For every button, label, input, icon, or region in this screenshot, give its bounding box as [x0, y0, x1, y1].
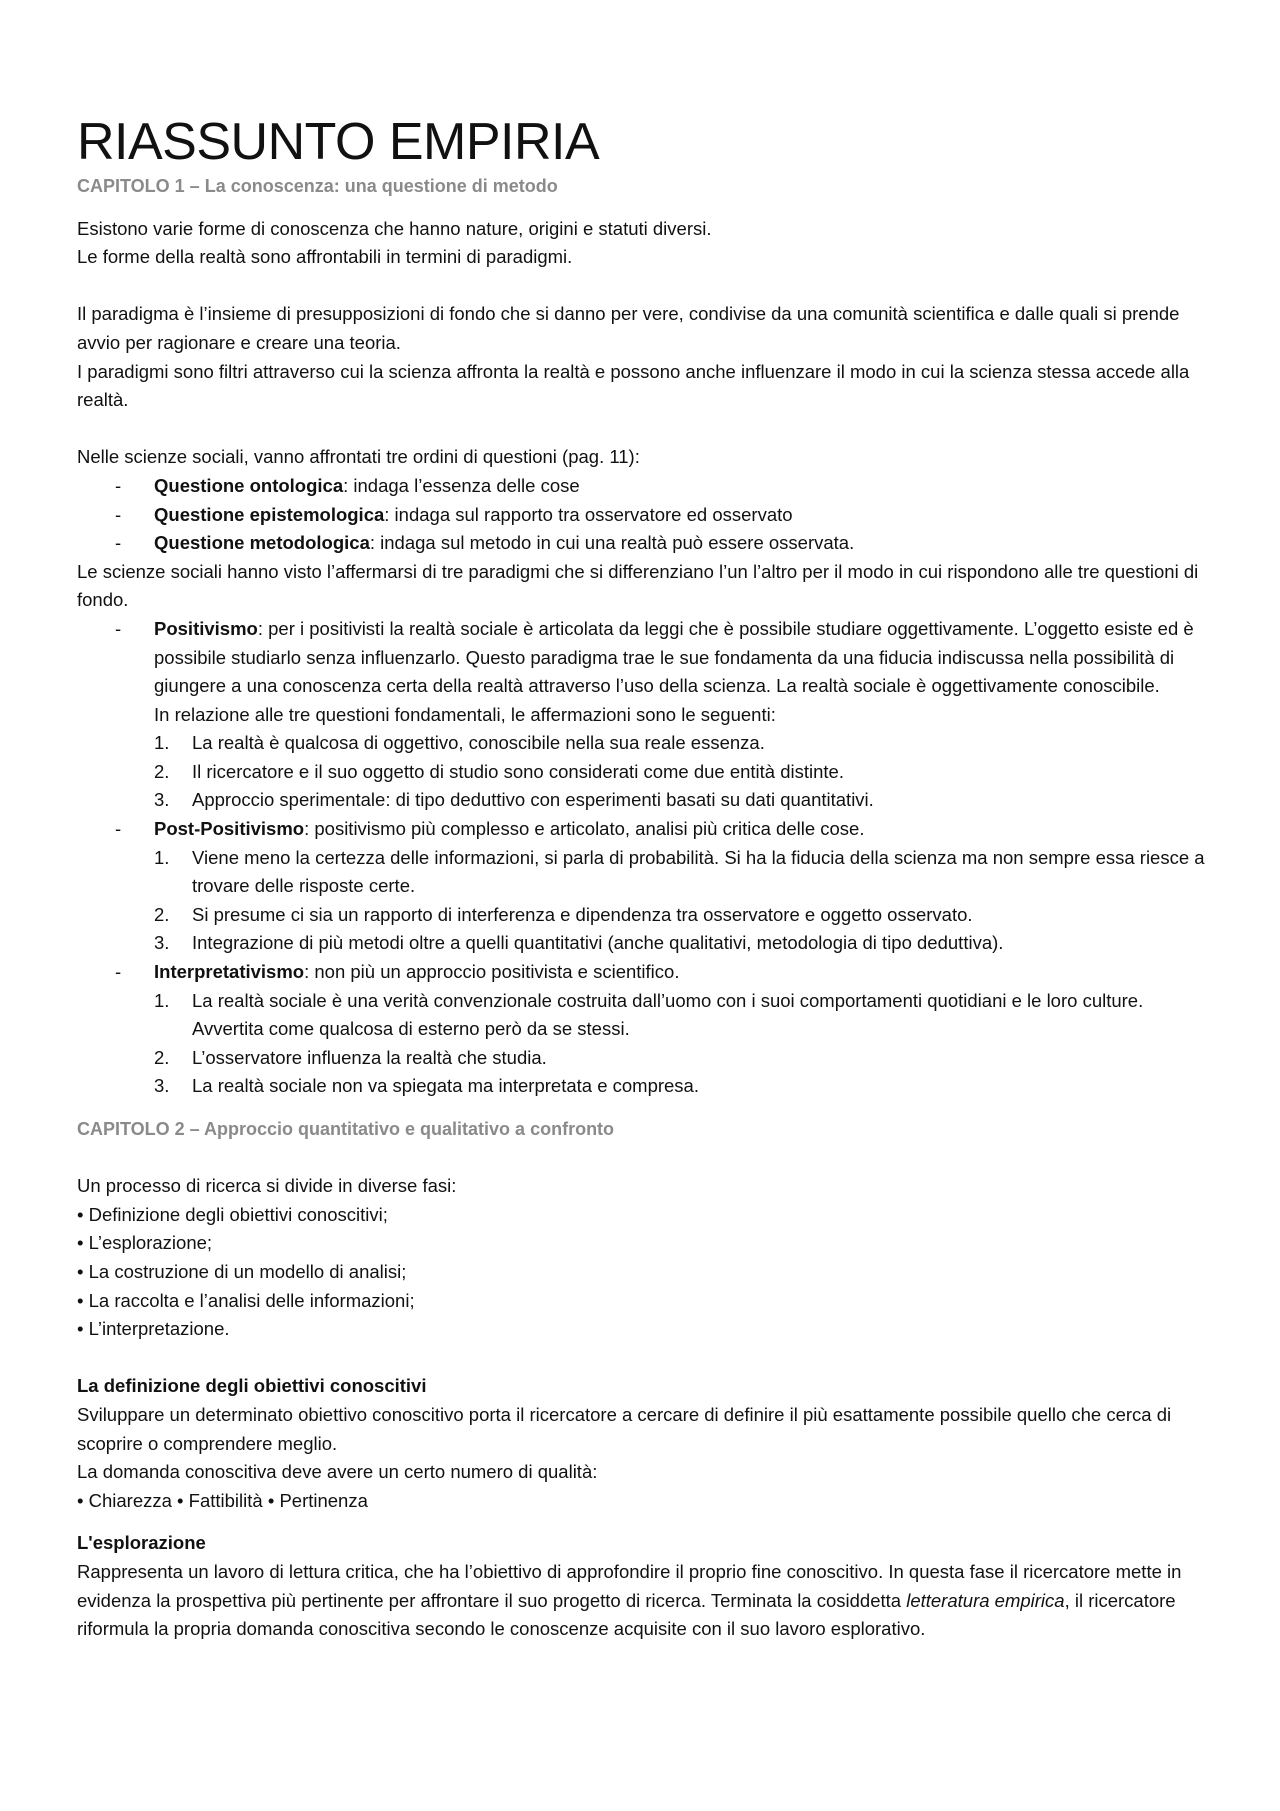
intro-line-2: Le forme della realtà sono affrontabili in termini di paradigmi. — [77, 246, 573, 268]
objectives-heading: La definizione degli obiettivi conoscitivi — [77, 1375, 427, 1397]
document-title: RIASSUNTO EMPIRIA — [77, 113, 600, 171]
phase-item: • Definizione degli obiettivi conoscitivi; — [77, 1203, 388, 1225]
phase-item: • L’esplorazione; — [77, 1232, 213, 1254]
paradigm-relation: In relazione alle tre questioni fondamentali, le affermazioni sono le seguenti: — [154, 703, 776, 725]
questions-intro: Nelle scienze sociali, vanno affrontati tre ordini di questioni (pag. 11): — [77, 446, 640, 468]
list-item: 3. Approccio sperimentale: di tipo deduttivo con esperimenti basati su dati quantitativi. — [154, 789, 874, 811]
objectives-paragraph-2: La domanda conoscitiva deve avere un certo numero di qualità: — [77, 1461, 598, 1483]
paradigm-term: Positivismo — [154, 617, 258, 639]
list-item: 1. La realtà è qualcosa di oggettivo, conoscibile nella sua reale essenza. — [154, 732, 765, 754]
question-term: Questione ontologica — [154, 474, 344, 496]
paradigm-text: : positivismo più complesso e articolato, analisi più critica delle cose. — [304, 818, 865, 840]
phase-item: • L’interpretazione. — [77, 1318, 230, 1340]
exploration-italic: letteratura empirica — [906, 1589, 1065, 1611]
chapter-1-heading: CAPITOLO 1 – La conoscenza: una questione di metodo — [77, 176, 558, 196]
question-term: Questione epistemologica — [154, 503, 385, 525]
list-item: 1. La realtà sociale è una verità convenzionale costruita dall’uomo con i suoi comportamenti quotidiani e le loro culture. Avvertita come qualcosa di esterno però da se stessi. — [154, 989, 1144, 1040]
item-text: La realtà sociale è una verità convenzionale costruita dall’uomo con i suoi comportamenti quotidiani e le loro culture. Avvertita come qualcosa di esterno però da se stessi. — [192, 989, 1144, 1040]
questions-list — [77, 472, 1210, 558]
phases-intro: Un processo di ricerca si divide in diverse fasi: — [77, 1175, 457, 1197]
list-item: 3. La realtà sociale non va spiegata ma interpretata e compresa. — [154, 1075, 699, 1097]
intro-line-1: Esistono varie forme di conoscenza che hanno nature, origini e statuti diversi. — [77, 217, 712, 239]
paradigm-text: : per i positivisti la realtà sociale è articolata da leggi che è possibile studiare oggettivamente. L’oggetto esiste ed è possibile studiarlo senza influenzarlo. Questo paradigma trae le sue fondamenta da una fiducia indiscussa nella possibilità di giungere a una conoscenza certa della realtà attraverso l’uso della scienza. La realtà sociale è oggettivamente conoscibile. — [154, 617, 1194, 697]
phase-item: • La raccolta e l’analisi delle informazioni; — [77, 1289, 415, 1311]
paradigm-definition: Il paradigma è l’insieme di presupposizioni di fondo che si danno per vere, condivise da una comunità scientifica e dalle quali si prende avvio per ragionare e creare una teoria. — [77, 303, 1180, 353]
chapter-2-heading: CAPITOLO 2 – Approccio quantitativo e qualitativo a confronto — [77, 1119, 615, 1139]
paradigms-list — [77, 615, 1210, 1101]
exploration-text-before: Rappresenta un lavoro di lettura critica, che ha l’obiettivo di approfondire il proprio fine conoscitivo. In questa fase il ricercatore mette in evidenza la prospettiva più pertinente per affrontare il suo progetto di ricerca. Terminata la cosiddetta — [77, 1560, 1182, 1611]
list-item: 2. Il ricercatore e il suo oggetto di studio sono considerati come due entità distinte. — [154, 760, 844, 782]
paradigm-filters: I paradigmi sono filtri attraverso cui la scienza affronta la realtà e possono anche influenzare il modo in cui la scienza stessa accede alla realtà. — [77, 360, 1190, 411]
list-item — [77, 501, 1210, 530]
objectives-qualities: • Chiarezza • Fattibilità • Pertinenza — [77, 1489, 368, 1511]
paradigm-text: : non più un approccio positivista e scientifico. — [304, 961, 680, 983]
item-text: Viene meno la certezza delle informazioni, si parla di probabilità. Si ha la fiducia della scienza ma non sempre essa riesce a trovare delle risposte certe. — [192, 846, 1205, 897]
exploration-heading: L'esplorazione — [77, 1532, 206, 1554]
list-item: 3. Integrazione di più metodi oltre a quelli quantitativi (anche qualitativi, metodologia di tipo deduttiva). — [154, 932, 1004, 954]
numbered-list — [154, 729, 1210, 815]
objectives-paragraph-1: Sviluppare un determinato obiettivo conoscitivo porta il ricercatore a cercare di definire il più esattamente possibile quello che cerca di scoprire o comprendere meglio. — [77, 1403, 1172, 1454]
item-text: La realtà è qualcosa di oggettivo, conoscibile nella sua reale essenza. — [192, 732, 765, 754]
question-text: : indaga l’essenza delle cose — [343, 474, 580, 496]
list-item: 2. L’osservatore influenza la realtà che studia. — [154, 1046, 547, 1068]
paradigm-positivismo — [77, 615, 1210, 815]
question-text: : indaga sul rapporto tra osservatore ed osservato — [384, 503, 793, 525]
paradigm-post-positivismo — [77, 815, 1210, 958]
numbered-list — [154, 844, 1210, 958]
list-item: 1. Viene meno la certezza delle informazioni, si parla di probabilità. Si ha la fiducia della scienza ma non sempre essa riesce a trovare delle risposte certe. — [154, 846, 1205, 897]
question-term: Questione metodologica — [154, 532, 370, 554]
numbered-list — [154, 987, 1210, 1101]
phase-item: • La costruzione di un modello di analisi; — [77, 1260, 407, 1282]
paradigm-term: Interpretativismo — [154, 961, 305, 983]
exploration-text-after: , il ricercatore riformula la propria domanda conoscitiva secondo le conoscenze acquisite con il suo lavoro esplorativo. — [77, 1589, 1176, 1640]
item-text: L’osservatore influenza la realtà che studia. — [192, 1046, 547, 1068]
item-text: Si presume ci sia un rapporto di interferenza e dipendenza tra osservatore e oggetto osservato. — [192, 903, 973, 925]
list-item — [77, 529, 1210, 558]
item-text: Il ricercatore e il suo oggetto di studio sono considerati come due entità distinte. — [192, 760, 844, 782]
list-item: 2. Si presume ci sia un rapporto di interferenza e dipendenza tra osservatore e oggetto osservato. — [154, 903, 973, 925]
paradigm-term: Post-Positivismo — [154, 818, 305, 840]
list-item — [77, 472, 1210, 501]
paradigm-interpretativismo — [77, 958, 1210, 1101]
item-text: La realtà sociale non va spiegata ma interpretata e compresa. — [192, 1075, 699, 1097]
paradigms-intro: Le scienze sociali hanno visto l’affermarsi di tre paradigmi che si differenziano l’un l’altro per il modo in cui rispondono alle tre questioni di fondo. — [77, 560, 1199, 611]
exploration-paragraph — [77, 1558, 1210, 1644]
item-text: Approccio sperimentale: di tipo deduttivo con esperimenti basati su dati quantitativi. — [192, 789, 874, 811]
item-text: Integrazione di più metodi oltre a quelli quantitativi (anche qualitativi, metodologia di tipo deduttiva). — [192, 932, 1004, 954]
question-text: : indaga sul metodo in cui una realtà può essere osservata. — [369, 532, 855, 554]
